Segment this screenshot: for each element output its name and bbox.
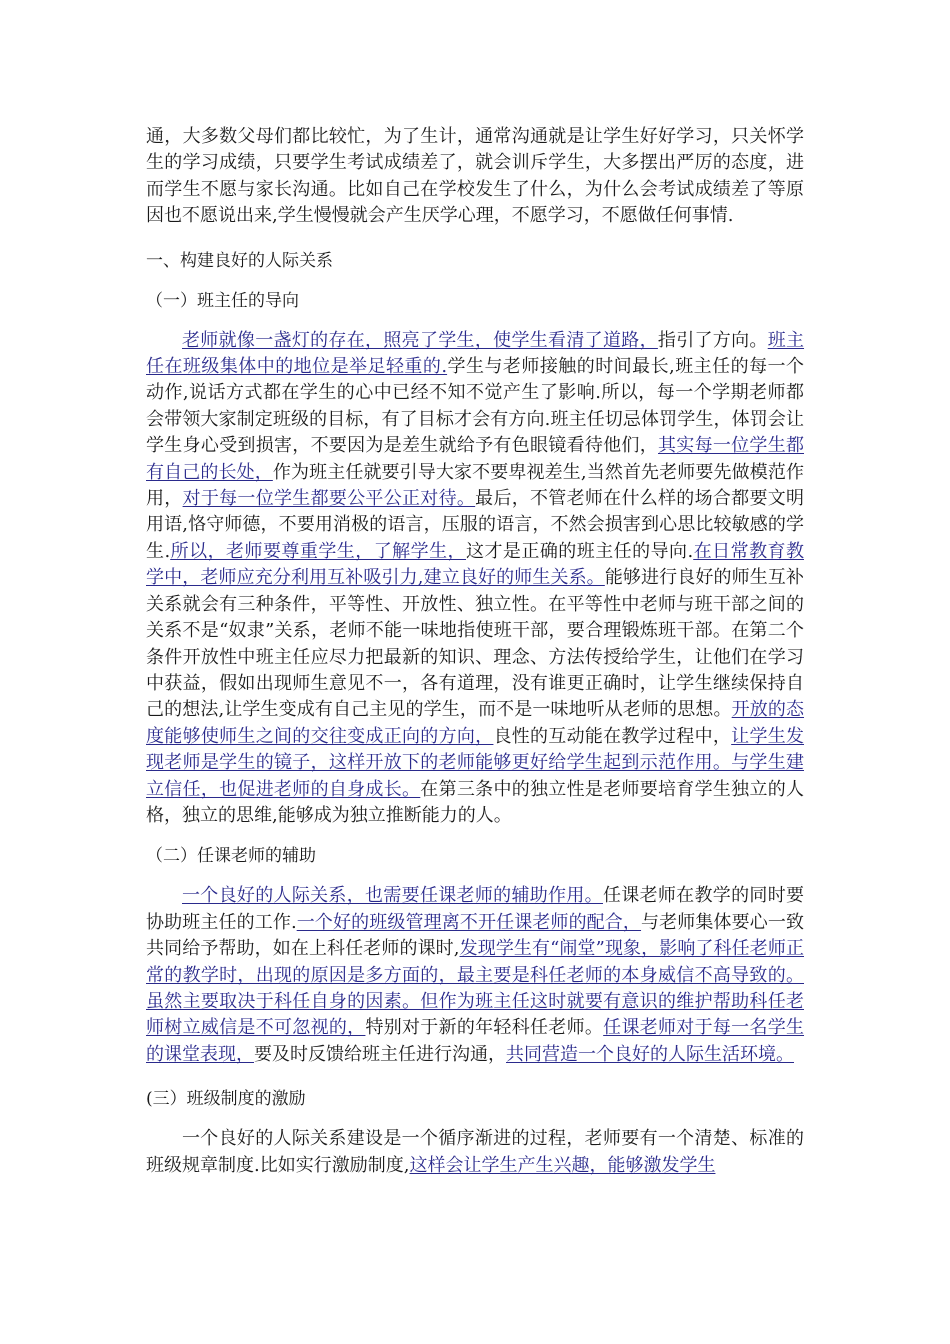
body-text: 任课老师在教学的同时要协助班主任的工作.	[146, 885, 804, 933]
hyperlink-text[interactable]: 老师就像一盏灯的存在，照亮了学生，使学生看清了道路，	[182, 329, 658, 351]
body-text: 在第三条中的独立性是老师要培育学生独立的人格，独立的思维,能够成为独立推断能力的人。	[146, 778, 805, 826]
section-heading-1: 一、构建良好的人际关系	[146, 250, 333, 271]
hyperlink-text[interactable]: 让学生发现老师是学生的镜子，这样开放下的老师能够更好给学生起到示范作用。与学生建立信任，也促进老师的自身成长。	[146, 725, 805, 800]
body-text: 最后，不管老师在什么样的场合都要文明用语,恪守师德，不要用消极的语言，压服的语言，不然会损害到心思比较敏感的学生.	[146, 488, 805, 562]
hyperlink-text[interactable]: 共同营造一个良好的人际生活环境。	[506, 1043, 794, 1065]
body-text: 学生与老师接触的时间最长,班主任的每一个动作,说话方式都在学生的心中已经不知不觉产生了影响.所以，每一个学期老师都会带领大家制定班级的目标，有了目标才会有方向.班主任切忌体罚学生，体罚会让学生身心受到损害，不要因为是差生就给予有色眼镜看待他们，	[146, 356, 804, 457]
hyperlink-text[interactable]: 一个良好的人际关系，也需要任课老师的辅助作用。	[182, 885, 603, 907]
subsection-heading-3: (三）班级制度的激励	[146, 1089, 306, 1110]
paragraph-homeroom-teacher	[146, 328, 804, 830]
body-text: 一个良好的人际关系建设是一个循序渐进的过程，老师要有一个清楚、标准的班级规章制度.比如实行激励制度,	[146, 1128, 804, 1176]
hyperlink-text[interactable]: 班主任在班级集体中的地位是举足轻重的.	[146, 329, 805, 378]
body-text: 作为班主任就要引导大家不要卑视差生,当然首先老师要先做模范作用，	[146, 461, 805, 510]
paragraph-subject-teacher	[146, 883, 804, 1068]
subsection-heading-1: （一）班主任的导向	[146, 290, 299, 311]
hyperlink-text[interactable]: 任课老师对于每一名学生的课堂表现，	[146, 1017, 805, 1065]
hyperlink-text[interactable]: 所以，老师要尊重学生，了解学生，	[170, 540, 466, 562]
subsection-heading-2: （二）任课老师的辅助	[146, 846, 316, 867]
hyperlink-text[interactable]: 一个好的班级管理离不开任课老师的配合，	[296, 911, 642, 933]
hyperlink-text[interactable]: 发现学生有“闹堂”现象，影响了科任老师正常的教学时，出现的原因是多方面的，最主要是科任老师的本身威信不高导致的。虽然主要取决于科任自身的因素。但作为班主任这时就要有意识的维护帮助科任老师树立威信是不可忽视的，	[146, 938, 804, 1039]
body-text: 这才是正确的班主任的导向.	[466, 540, 694, 562]
body-text: 特别对于新的年轻科任老师。	[365, 1017, 604, 1039]
hyperlink-text[interactable]: 这样会让学生产生兴趣，能够激发学生	[409, 1154, 716, 1176]
hyperlink-text[interactable]: 其实每一位学生都有自己的长处，	[146, 435, 804, 483]
body-text: 良性的互动能在教学过程中，	[493, 725, 732, 747]
body-text: 能够进行良好的师生互补关系就会有三种条件，平等性、开放性、独立性。在平等性中老师与班干部之间的关系不是“奴隶”关系，老师不能一味地指使班干部，要合理锻炼班干部。在第二个条件开放性中班主任应尽力把最新的知识、理念、方法传授给学生，让他们在学习中获益，假如出现师生意见不一，各有道理，没有谁更正确时，让学生继续保持自己的想法,让学生变成有自己主见的学生，而不是一味地听从老师的思想。	[146, 567, 804, 721]
body-text: 要及时反馈给班主任进行沟通，	[254, 1043, 506, 1065]
hyperlink-text[interactable]: 对于每一位学生都要公平公正对待。	[182, 488, 476, 510]
hyperlink-text[interactable]: 在日常教育教学中，老师应充分利用互补吸引力,建立良好的师生关系。	[146, 540, 804, 589]
body-text: 指引了方向。	[657, 329, 768, 351]
body-text: 通，大多数父母们都比较忙，为了生计，通常沟通就是让学生好好学习，只关怀学生的学习成绩，只要学生考试成绩差了，就会训斥学生，大多摆出严厉的态度，进而学生不愿与家长沟通。比如自己在学校发生了什么，为什么会考试成绩差了等原因也不愿说出来,学生慢慢就会产生厌学心理，不愿学习，不愿做任何事情.	[146, 126, 804, 227]
hyperlink-text[interactable]: 开放的态度能够使师生之间的交往变成正向的方向，	[146, 699, 805, 747]
body-text: 与老师集体要心一致共同给予帮助，如在上科任老师的课时,	[146, 911, 804, 960]
paragraph-class-rules	[146, 1126, 804, 1179]
paragraph-intro	[146, 124, 804, 230]
